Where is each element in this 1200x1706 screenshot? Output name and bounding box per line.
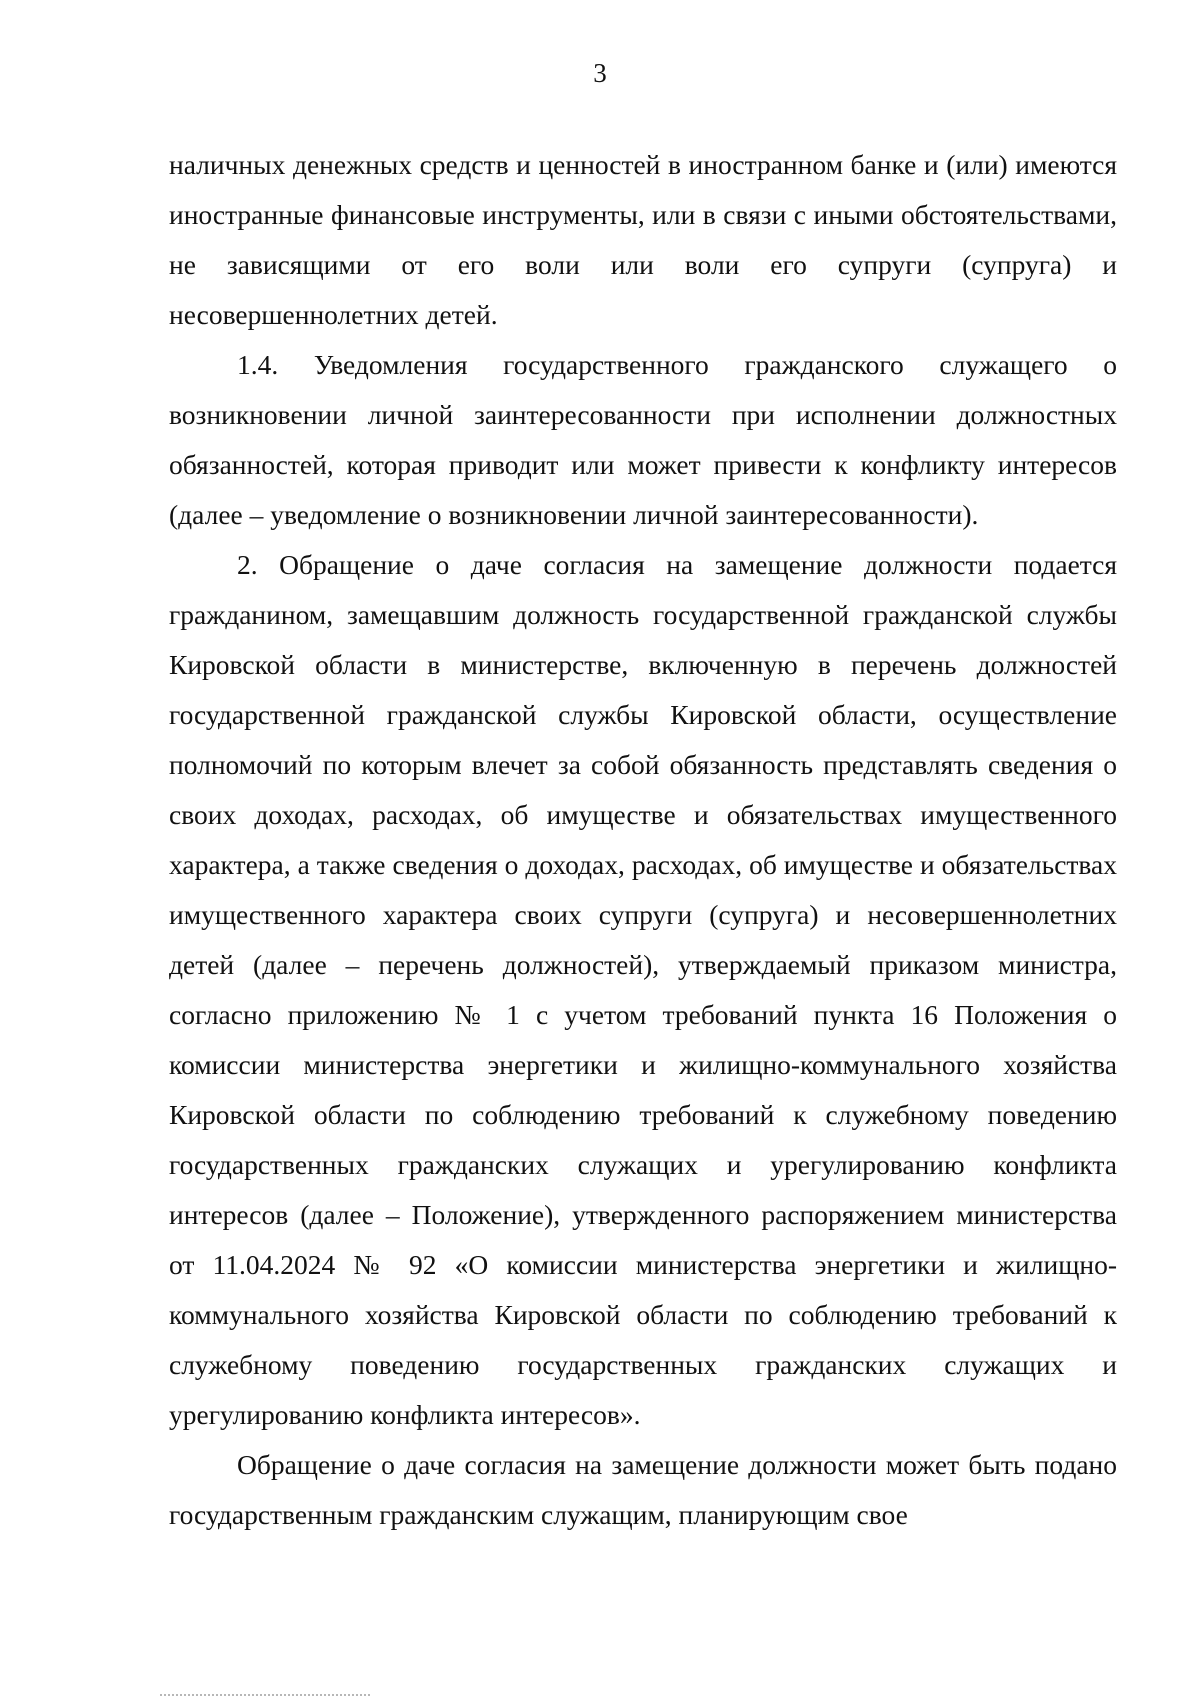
paragraph-2: 2. Обращение о даче согласия на замещение должности подается гражданином, замещавшим должность государственной гражданской службы Кировской области в министерстве, включенную в перечень должностей государственной гражданской службы Кировской области, осуществление полномочий по которым влечет за собой обязанность представлять сведения о своих доходах, расходах, об имуществе и обязательствах имущественного характера, а также сведения о доходах, расходах, об имуществе и обязательствах имущественного характера своих супруги (супруга) и несовершеннолетних детей (далее – перечень должностей), утверждаемый приказом министра, согласно приложению № 1 с учетом требований пункта 16 Положения о комиссии министерства энергетики и жилищно-коммунального хозяйства Кировской области по соблюдению требований к служебному поведению государственных гражданских служащих и урегулированию конфликта интересов (далее – Положение), утвержденного распоряжением министерства от 11.04.2024 № 92 «О комиссии министерства энергетики и жилищно-коммунального хозяйства Кировской области по соблюдению требований к служебному поведению государственных гражданских служащих и урегулированию конфликта интересов». bbox=[169, 549, 1117, 1430]
paragraph-continuation: наличных денежных средств и ценностей в иностранном банке и (или) имеются иностранные финансовые инструменты, или в связи с иными обстоятельствами, не зависящими от его воли или воли его супруги (супруга) и несовершеннолетних детей. bbox=[169, 149, 1117, 330]
paragraph-appeal: Обращение о даче согласия на замещение должности может быть подано государственным гражданским служащим, планирующим свое bbox=[169, 1449, 1117, 1530]
scan-footer-artifact bbox=[160, 1694, 370, 1702]
paragraph-1-4: 1.4. Уведомления государственного гражданского служащего о возникновении личной заинтересованности при исполнении должностных обязанностей, которая приводит или может привести к конфликту интересов (далее – уведомление о возникновении личной заинтересованности). bbox=[169, 349, 1117, 530]
page-number: 3 bbox=[593, 58, 607, 88]
document-body bbox=[169, 140, 1117, 1540]
